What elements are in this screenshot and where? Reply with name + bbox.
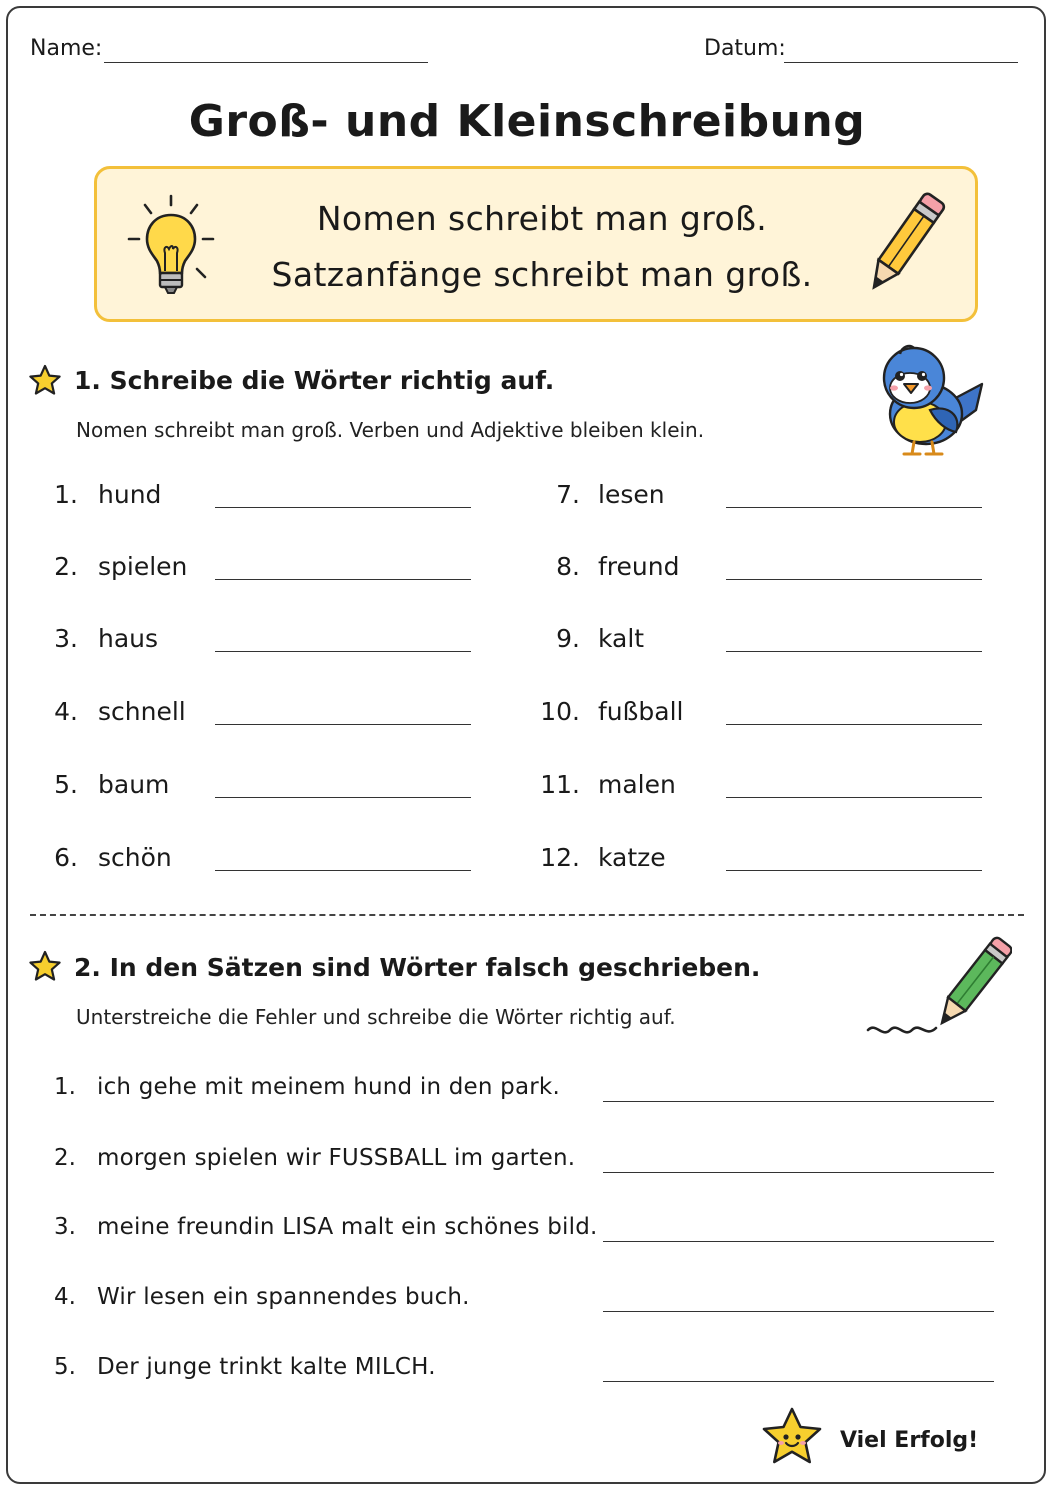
date-label: Datum: <box>704 36 786 61</box>
sentence-number: 3. <box>54 1214 76 1240</box>
word-number: 5. <box>54 770 78 799</box>
smiling-star-icon <box>760 1406 824 1468</box>
lightbulb-icon <box>123 193 219 297</box>
answer-line[interactable] <box>215 724 471 725</box>
answer-line[interactable] <box>603 1172 994 1173</box>
sentence-number: 5. <box>54 1354 76 1380</box>
word-text: kalt <box>598 624 645 653</box>
word-number: 11. <box>540 770 580 799</box>
star-icon <box>28 364 62 396</box>
word-number: 3. <box>54 624 78 653</box>
answer-line[interactable] <box>726 579 982 580</box>
answer-line[interactable] <box>726 797 982 798</box>
bird-icon <box>870 340 986 464</box>
answer-line[interactable] <box>603 1381 994 1382</box>
footer-text: Viel Erfolg! <box>840 1428 979 1453</box>
word-text: schön <box>98 843 172 872</box>
section2-subtitle: Unterstreiche die Fehler und schreibe die Wörter richtig auf. <box>76 1005 676 1029</box>
answer-line[interactable] <box>726 870 982 871</box>
name-field-line[interactable] <box>104 62 428 63</box>
word-number: 10. <box>540 697 580 726</box>
word-text: baum <box>98 770 170 799</box>
rule-nouns: Nomen schreibt man groß. <box>316 199 768 238</box>
word-text: malen <box>598 770 676 799</box>
green-pencil-icon <box>862 930 1012 1042</box>
sentence-number: 1. <box>54 1074 76 1100</box>
answer-line[interactable] <box>215 651 471 652</box>
answer-line[interactable] <box>215 870 471 871</box>
sentence-number: 2. <box>54 1145 76 1171</box>
word-text: fußball <box>598 697 684 726</box>
word-text: spielen <box>98 552 188 581</box>
sentence-text: ich gehe mit meinem hund in den park. <box>97 1074 560 1100</box>
word-number: 9. <box>556 624 580 653</box>
star-icon <box>28 950 62 982</box>
word-number: 4. <box>54 697 78 726</box>
word-text: freund <box>598 552 680 581</box>
section1-title: 1. Schreibe die Wörter richtig auf. <box>74 366 555 395</box>
pencil-icon <box>857 183 953 303</box>
name-label: Name: <box>30 36 103 61</box>
section-divider <box>30 914 1024 916</box>
word-text: lesen <box>598 480 665 509</box>
answer-line[interactable] <box>726 651 982 652</box>
word-text: haus <box>98 624 159 653</box>
sentence-text: morgen spielen wir FUSSBALL im garten. <box>97 1145 576 1171</box>
word-number: 7. <box>556 480 580 509</box>
section2-title: 2. In den Sätzen sind Wörter falsch geschrieben. <box>74 953 761 982</box>
word-number: 8. <box>556 552 580 581</box>
sentence-text: Der junge trinkt kalte MILCH. <box>97 1354 436 1380</box>
answer-line[interactable] <box>726 507 982 508</box>
answer-line[interactable] <box>215 797 471 798</box>
sentence-text: meine freundin LISA malt ein schönes bild. <box>97 1214 598 1240</box>
word-text: katze <box>598 843 666 872</box>
rule-sentence-start: Satzanfänge schreibt man groß. <box>271 255 813 294</box>
word-number: 6. <box>54 843 78 872</box>
word-text: schnell <box>98 697 186 726</box>
word-text: hund <box>98 480 162 509</box>
answer-line[interactable] <box>603 1101 994 1102</box>
answer-line[interactable] <box>603 1311 994 1312</box>
answer-line[interactable] <box>726 724 982 725</box>
rule-box <box>94 166 978 322</box>
word-number: 12. <box>540 843 580 872</box>
answer-line[interactable] <box>215 507 471 508</box>
answer-line[interactable] <box>603 1241 994 1242</box>
page-title: Groß- und Kleinschreibung <box>188 96 866 147</box>
sentence-number: 4. <box>54 1284 76 1310</box>
date-field-line[interactable] <box>784 62 1018 63</box>
section1-subtitle: Nomen schreibt man groß. Verben und Adjektive bleiben klein. <box>76 418 705 442</box>
word-number: 2. <box>54 552 78 581</box>
word-number: 1. <box>54 480 78 509</box>
answer-line[interactable] <box>215 579 471 580</box>
sentence-text: Wir lesen ein spannendes buch. <box>97 1284 470 1310</box>
